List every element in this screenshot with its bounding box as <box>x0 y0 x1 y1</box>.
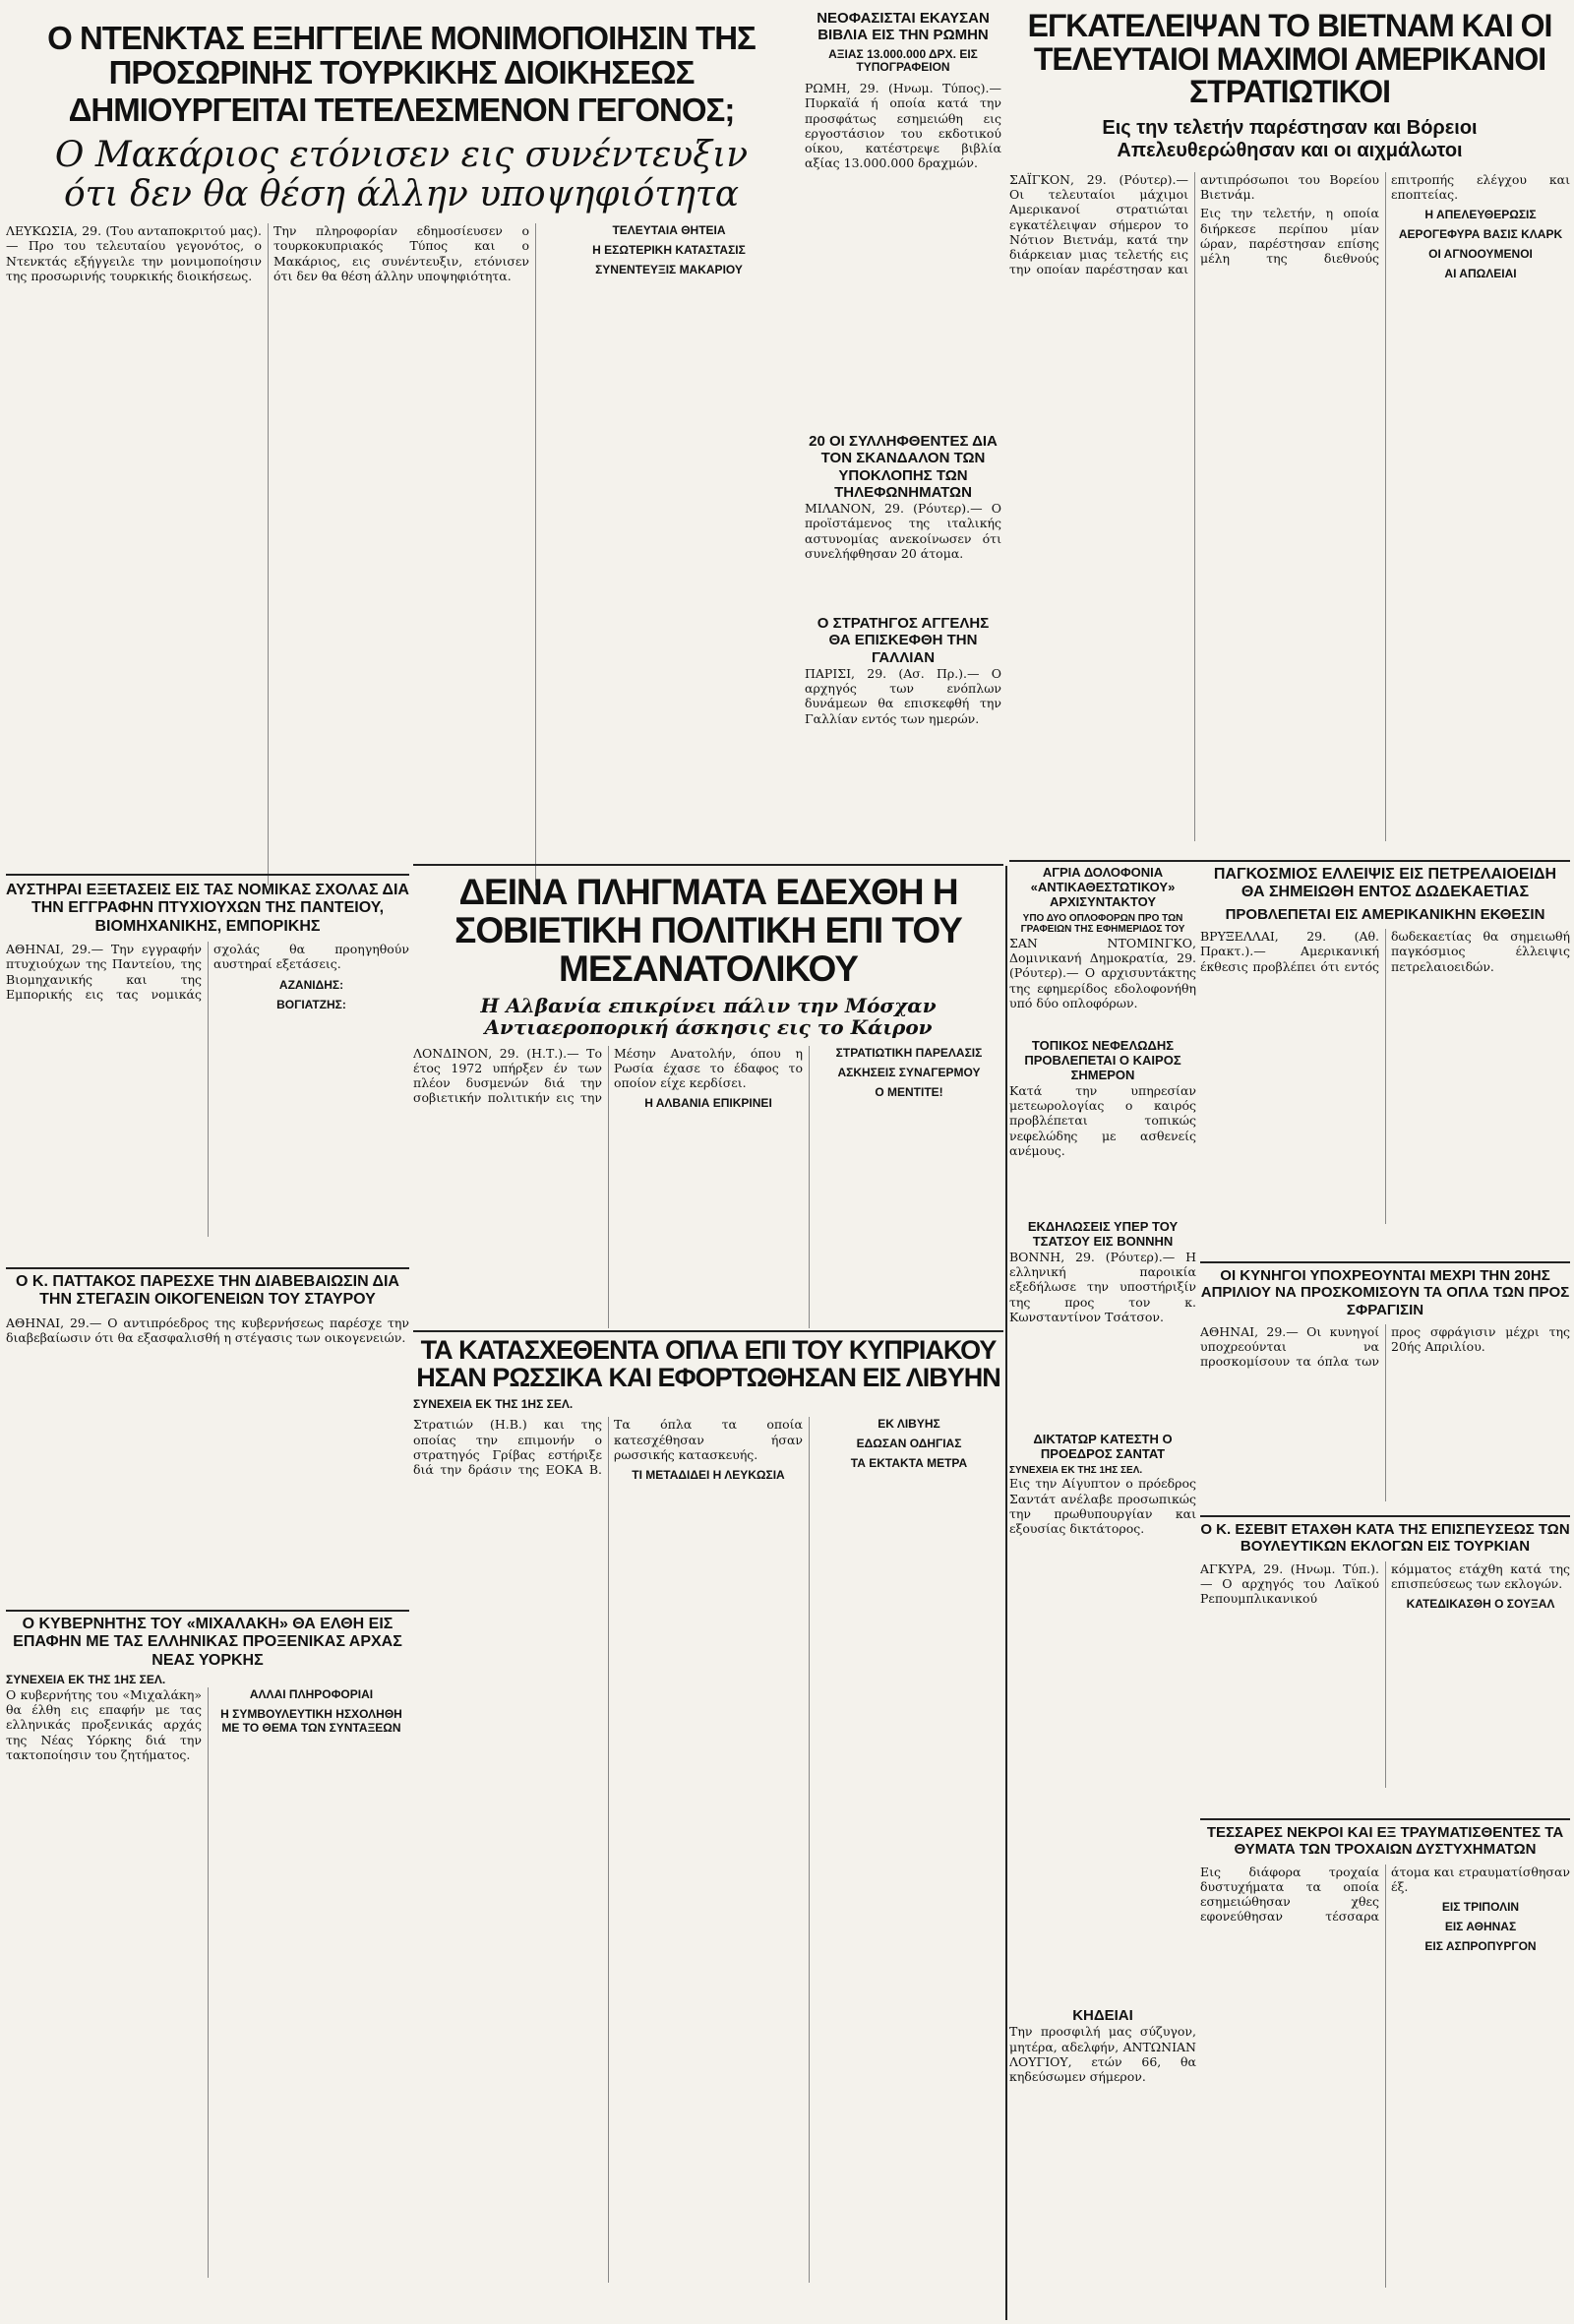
mideast-columns <box>413 1046 1003 1328</box>
body-murder: ΣΑΝ ΝΤΟΜΙΝΓΚΟ, Δομινικανή Δημοκρατία, 29. (Ρόυτερ).— Ο αρχισυντάκτης της εφημερίδος εδολοφονήθη υπό δύο οπλοφόρων. <box>1009 935 1196 1010</box>
section-souxal: ΚΑΤΕΔΙΚΑΣΘΗ Ο ΣΟΥΞΑΛ <box>1406 1597 1555 1611</box>
sub-books: ΑΞΙΑΣ 13.000.000 ΔΡΧ. ΕΙΣ ΤΥΠΟΓΡΑΦΕΙΟΝ <box>828 46 978 75</box>
sub-murder: ΥΠΟ ΔΥΟ ΟΠΛΟΦΟΡΩΝ ΠΡΟ ΤΩΝ ΓΡΑΦΕΙΩΝ ΤΗΣ ΕΦΗΜΕΡΙΔΟΣ ΤΟΥ <box>1020 912 1185 936</box>
article-army <box>805 615 1001 861</box>
law-columns <box>6 942 409 1237</box>
section-synenteyxis: ΣΥΝΕΝΤΕΥΞΙΣ ΜΑΚΑΡΙΟΥ <box>595 263 743 277</box>
title-oil: ΠΑΓΚΟΣΜΙΟΣ ΕΛΛΕΙΨΙΣ ΕΙΣ ΠΕΤΡΕΛΑΙΟΕΙΔΗ ΘΑ ΣΗΜΕΙΩΘΗ ΕΝΤΟΣ ΔΩΔΕΚΑΕΤΙΑΣ <box>1213 866 1557 901</box>
hunters-columns <box>1200 1324 1570 1501</box>
article-funeral <box>1009 2007 1196 2320</box>
body-funeral: Την προσφιλή μας σύζυγον, μητέρα, αδελφήν, ΑΝΤΩΝΙΑΝ ΛΟΥΓΙΟΥ, ετών 66, θα κηδεύσωμεν σήμερον. <box>1009 2024 1196 2084</box>
article-governor <box>6 1616 409 2320</box>
divider <box>413 864 1003 866</box>
title-arrests: 20 ΟΙ ΣΥΛΛΗΦΘΕΝΤΕΣ ΔΙΑ ΤΟΝ ΣΚΑΝΔΑΛΟΝ ΤΩΝ ΥΠΟΚΛΟΠΗΣ ΤΩΝ ΤΗΛΕΦΩΝΗΜΑΤΩΝ <box>809 433 998 501</box>
body-weather: Κατά την υπηρεσίαν μετεωρολογίας ο καιρός προβλέπεται τοπικώς νεφελώδης με ασθενείς ανέμους. <box>1009 1082 1196 1158</box>
divider <box>6 1267 409 1269</box>
section-apoleiai: ΑΙ ΑΠΩΛΕΙΑΙ <box>1444 267 1517 281</box>
title-pattakos: Ο Κ. ΠΑΤΤΑΚΟΣ ΠΑΡΕΣΧΕ ΤΗΝ ΔΙΑΒΕΒΑΙΩΣΙΝ ΔΙΑ ΤΗΝ ΣΤΕΓΑΣΙΝ ΟΙΚΟΓΕΝΕΙΩΝ ΤΟΥ ΣΤΑΥΡΟΥ <box>16 1273 399 1309</box>
accidents-columns <box>1200 1865 1570 2288</box>
article-accidents <box>1200 1824 1570 2320</box>
section-alvania: Η ΑΛΒΑΝΙΑ ΕΠΙΚΡΙΝΕΙ <box>644 1096 772 1111</box>
section-esoteriki: Η ΕΣΩΤΕΡΙΚΗ ΚΑΤΑΣΤΑΣΙΣ <box>592 243 746 258</box>
sub-oil: ΠΡΟΒΛΕΠΕΤΑΙ ΕΙΣ ΑΜΕΡΙΚΑΝΙΚΗΝ ΕΚΘΕΣΙΝ <box>1225 905 1545 923</box>
body-bonn: ΒΟΝΝΗ, 29. (Ρόυτερ).— Η ελληνική παροικία εξεδήλωσε την υποστήριξίν της προς τον κ. Κωνσταντίνον Τσάτσον. <box>1009 1249 1196 1324</box>
section-symvouleftiki: Η ΣΥΜΒΟΥΛΕΥΤΙΚΗ ΗΣΧΟΛΗΘΗ ΜΕ ΤΟ ΘΕΜΑ ΤΩΝ ΣΥΝΤΑΞΕΩΝ <box>220 1706 402 1735</box>
cont-governor: ΣΥΝΕΧΕΙΑ ΕΚ ΤΗΣ 1ΗΣ ΣΕΛ. <box>6 1673 166 1687</box>
article-turkey <box>1200 1521 1570 1816</box>
article-sadat <box>1009 1433 1196 1816</box>
section-libyis: ΕΚ ΛΙΒΥΗΣ <box>878 1417 940 1432</box>
body-arrests: ΜΙΛΑΝΟΝ, 29. (Ρόυτερ).— Ο προϊστάμενος της ιταλικής αστυνομίας ανεκοίνωσεν ότι συνελήφθησαν 20 άτομα. <box>805 501 1001 561</box>
body-sadat: Εις την Αίγυπτον ο πρόεδρος Σαντάτ ανέλαβε προσωπικώς την πρωθυπουργίαν και εξουσίας δικτάτορος. <box>1009 1476 1196 1537</box>
article-arrests <box>805 433 1001 610</box>
section-odigias: ΕΔΩΣΑΝ ΟΔΗΓΙΑΣ <box>856 1437 962 1451</box>
subhead-mideast: Η Αλβανία επικρίνει πάλιν την Μόσχαν Αντιαεροπορική άσκησις εις το Κάιρον <box>480 993 937 1039</box>
article-hunters <box>1200 1267 1570 1513</box>
article-oil <box>1200 866 1570 1259</box>
section-lefkosia: ΤΙ ΜΕΤΑΔΙΔΕΙ Η ΛΕΥΚΩΣΙΑ <box>632 1468 785 1483</box>
body-oil: ΒΡΥΞΕΛΛΑΙ, 29. (Αθ. Πρακτ.).— Αμερικανική έκθεσις προβλέπει ότι εντός δωδεκαετίας θα σημειωθή παγκόσμιος έλλειψις πετρελαιοειδών. <box>1200 929 1570 974</box>
title-turkey: Ο Κ. ΕΣΕΒΙΤ ΕΤΑΧΘΗ ΚΑΤΑ ΤΗΣ ΕΠΙΣΠΕΥΣΕΩΣ ΤΩΝ ΒΟΥΛΕΥΤΙΚΩΝ ΕΚΛΟΓΩΝ ΕΙΣ ΤΟΥΡΚΙΑΝ <box>1200 1521 1570 1556</box>
body-accidents: Εις διάφορα τροχαία δυστυχήματα τα οποία εσημειώθησαν χθες εφονεύθησαν τέσσαρα άτομα και ετραυματίσθησαν έξ. <box>1200 1864 1570 1925</box>
section-teleftaia: ΤΕΛΕΥΤΑΙΑ ΘΗΤΕΙΑ <box>612 223 726 238</box>
article-weapons <box>413 1336 1003 2320</box>
vietnam-columns <box>1009 172 1570 841</box>
headline-weapons: ΤΑ ΚΑΤΑΣΧΕΘΕΝΤΑ ΟΠΛΑ ΕΠΙ ΤΟΥ ΚΥΠΡΙΑΚΟΥ ΗΣΑΝ ΡΩΣΣΙΚΑ ΚΑΙ ΕΦΟΡΤΩΘΗΣΑΝ ΕΙΣ ΛΙΒΥΗΝ <box>416 1336 1000 1393</box>
section-azanidis: ΑΖΑΝΙΔΗΣ: <box>278 977 344 992</box>
section-parelasis: ΣΤΡΑΤΙΩΤΙΚΗ ΠΑΡΕΛΑΣΙΣ <box>835 1045 983 1060</box>
divider <box>1009 860 1570 862</box>
article-pattakos <box>6 1273 409 1608</box>
article-books <box>805 10 1001 423</box>
body-army: ΠΑΡΙΣΙ, 29. (Ασ. Πρ.).— Ο αρχηγός των ενόπλων δυνάμεων θα επισκεφθή την Γαλλίαν εντός των ημερών. <box>805 665 1001 726</box>
oil-columns <box>1200 929 1570 1224</box>
section-askiseis: ΑΣΚΗΣΕΙΣ ΣΥΝΑΓΕΡΜΟΥ <box>837 1065 981 1079</box>
headline-denktas: Ο ΝΤΕΝΚΤΑΣ ΕΞΗΓΓΕΙΛΕ ΜΟΝΙΜΟΠΟΙΗΣΙΝ ΤΗΣ ΠΡΟΣΩΡΙΝΗΣ ΤΟΥΡΚΙΚΗΣ ΔΙΟΙΚΗΣΕΩΣ <box>47 22 756 91</box>
title-weather: ΤΟΠΙΚΟΣ ΝΕΦΕΛΩΔΗΣ ΠΡΟΒΛΕΠΕΤΑΙ Ο ΚΑΙΡΟΣ ΣΗΜΕΡΟΝ <box>1024 1039 1181 1082</box>
divider <box>413 1330 1003 1332</box>
divider <box>1200 1818 1570 1820</box>
section-tripoli: ΕΙΣ ΤΡΙΠΟΛΙΝ <box>1441 1900 1520 1914</box>
weapons-columns <box>413 1417 1003 2283</box>
denktas-columns <box>6 223 797 886</box>
subhead-makarios: Ο Μακάριος ετόνισεν εις συνέντευξιν ότι δεν θα θέση άλλην υποψηφιότητα <box>54 134 749 214</box>
section-bogiatzis: ΒΟΓΙΑΤΖΗΣ: <box>276 997 346 1011</box>
body-turkey: ΑΓΚΥΡΑ, 29. (Ηνωμ. Τύπ.).— Ο αρχηγός του Λαϊκού Ρεπουμπλικανικού κόμματος ετάχθη κατά της επισπεύσεως των εκλογών. <box>1200 1560 1570 1606</box>
vietnam-body-2: Εις την τελετήν, η οποία διήρκεσε περίπου μίαν ώραν, παρέστησαν επίσης μέλη της διεθνούς επιτροπής ελέγχου και εποπτείας. <box>1200 171 1570 267</box>
section-aerogefyra: ΑΕΡΟΓΕΦΥΡΑ ΒΑΣΙΣ ΚΛΑΡΚ <box>1398 227 1563 242</box>
title-army: Ο ΣΤΡΑΤΗΓΟΣ ΑΓΓΕΛΗΣ ΘΑ ΕΠΙΣΚΕΦΘΗ ΤΗΝ ΓΑΛΛΙΑΝ <box>817 615 990 666</box>
headline-denktas-2: ΔΗΜΙΟΥΡΓΕΙΤΑΙ ΤΕΤΕΛΕΣΜΕΝΟΝ ΓΕΓΟΝΟΣ; <box>68 92 735 129</box>
article-law <box>6 882 409 1265</box>
cont-weapons: ΣΥΝΕΧΕΙΑ ΕΚ ΤΗΣ 1ΗΣ ΣΕΛ. <box>413 1396 574 1411</box>
divider <box>1005 866 1007 2320</box>
section-mentite: Ο ΜΕΝΤΙΤΕ! <box>875 1084 943 1099</box>
article-bonn <box>1009 1220 1196 1417</box>
divider <box>1200 1515 1570 1517</box>
denktas-body-1: ΛΕΥΚΩΣΙΑ, 29. (Του ανταποκριτού μας).— Προ του τελευταίου γεγονότος, ο Ντενκτάς εξήγγειλε την μονιμοποίησιν της προσωρινής τουρκικής διοικήσεως. <box>6 223 262 283</box>
turkey-columns <box>1200 1561 1570 1788</box>
title-murder: ΑΓΡΙΑ ΔΟΛΟΦΟΝΙΑ «ΑΝΤΙΚΑΘΕΣΤΩΤΙΚΟΥ» ΑΡΧΙΣΥΝΤΑΚΤΟΥ <box>1030 866 1176 909</box>
title-accidents: ΤΕΣΣΑΡΕΣ ΝΕΚΡΟΙ ΚΑΙ ΕΞ ΤΡΑΥΜΑΤΙΣΘΕΝΤΕΣ ΤΑ ΘΥΜΑΤΑ ΤΩΝ ΤΡΟΧΑΙΩΝ ΔΥΣΤΥΧΗΜΑΤΩΝ <box>1206 1824 1564 1859</box>
headline-vietnam: ΕΓΚΑΤΕΛΕΙΨΑΝ ΤΟ ΒΙΕΤΝΑΜ ΚΑΙ ΟΙ ΤΕΛΕΥΤΑΙΟΙ ΜΑΧΙΜΟΙ ΑΜΕΡΙΚΑΝΟΙ ΣΤΡΑΤΙΩΤΙΚΟΙ <box>1027 10 1552 110</box>
body-hunters: ΑΘΗΝΑΙ, 29.— Οι κυνηγοί υποχρεούνται να προσκομίσουν τα όπλα των προς σφράγισιν μέχρι της 20ής Απριλίου. <box>1200 1323 1570 1370</box>
body-mideast: ΛΟΝΔΙΝΟΝ, 29. (Η.Τ.).— Το έτος 1972 υπήρξεν έν των πλέον δυσμενών διά την σοβιετικήν πολιτικήν εις την Μέσην Ανατολήν, όπου η Ρωσία έχασε το έδαφος το οποίον είχε κερδίσει. <box>413 1045 803 1106</box>
section-athinas: ΕΙΣ ΑΘΗΝΑΣ <box>1444 1920 1517 1933</box>
section-aspropyrgos: ΕΙΣ ΑΣΠΡΟΠΥΡΓΟΝ <box>1424 1939 1537 1953</box>
section-agnooumenoi: ΟΙ ΑΓΝΟΟΥΜΕΝΟΙ <box>1428 247 1533 262</box>
section-metra: ΤΑ ΕΚΤΑΚΤΑ ΜΕΤΡΑ <box>850 1456 968 1471</box>
governor-columns <box>6 1687 409 2278</box>
title-governor: Ο ΚΥΒΕΡΝΗΤΗΣ ΤΟΥ «ΜΙΧΑΛΑΚΗ» ΘΑ ΕΛΘΗ ΕΙΣ ΕΠΑΦΗΝ ΜΕ ΤΑΣ ΕΛΛΗΝΙΚΑΣ ΠΡΟΞΕΝΙΚΑΣ ΑΡΧΑΣ ΝΕΑΣ ΥΟΡΚΗΣ <box>13 1616 402 1669</box>
article-denktas <box>6 22 797 886</box>
article-murder <box>1009 866 1196 1033</box>
divider <box>6 874 409 876</box>
divider <box>6 1610 409 1612</box>
title-hunters: ΟΙ ΚΥΝΗΓΟΙ ΥΠΟΧΡΕΟΥΝΤΑΙ ΜΕΧΡΙ ΤΗΝ 20ΗΣ ΑΠΡΙΛΙΟΥ ΝΑ ΠΡΟΣΚΟΜΙΣΟΥΝ ΤΑ ΟΠΛΑ ΤΩΝ ΠΡΟΣ ΣΦΡΑΓΙΣΙΝ <box>1200 1267 1570 1318</box>
title-bonn: ΕΚΔΗΛΩΣΕΙΣ ΥΠΕΡ ΤΟΥ ΤΣΑΤΣΟΥ ΕΙΣ ΒΟΝΝΗΝ <box>1027 1220 1179 1249</box>
denktas-body-2: Την πληροφορίαν εδημοσίευσεν ο τουρκοκυπριακός Τύπος και ο Μακάριος, εις συνέντευξιν, ετόνισεν ότι δεν θα θέση άλλην υποψηφιότητα. <box>273 223 529 283</box>
body-pattakos: ΑΘΗΝΑΙ, 29.— Ο αντιπρόεδρος της κυβερνήσεως παρέσχε την διαβεβαίωσιν ότι θα εξασφαλισθή η στέγασις των οικογενειών. <box>6 1315 409 1346</box>
body-governor: Ο κυβερνήτης του «Μιχαλάκη» θα έλθη εις επαφήν με τας ελληνικάς προξενικάς αρχάς της Νέας Υόρκης διά την τακτοποίησιν του ζητήματος. <box>6 1686 202 1762</box>
title-books: ΝΕΟΦΑΣΙΣΤΑΙ ΕΚΑΥΣΑΝ ΒΙΒΛΙΑ ΕΙΣ ΤΗΝ ΡΩΜΗΝ <box>817 10 990 44</box>
title-sadat: ΔΙΚΤΑΤΩΡ ΚΑΤΕΣΤΗ Ο ΠΡΟΕΔΡΟΣ ΣΑΝΤΑΤ <box>1033 1433 1173 1461</box>
section-alles-plirofories: ΑΛΛΑΙ ΠΛΗΡΟΦΟΡΙΑΙ <box>249 1686 374 1701</box>
body-weapons: Στρατιών (Η.Β.) και της οποίας την επιμονήν ο στρατηγός Γρίβας εστήριξε διά την δράσιν της ΕΟΚΑ Β. Τα όπλα τα οποία κατεσχέθησαν ήσαν ρωσσικής κατασκευής. <box>413 1417 803 1478</box>
cont-sadat: ΣΥΝΕΧΕΙΑ ΕΚ ΤΗΣ 1ΗΣ ΣΕΛ. <box>1009 1464 1143 1476</box>
article-mideast <box>413 874 1003 1328</box>
title-funeral: ΚΗΔΕΙΑΙ <box>1072 2007 1133 2024</box>
subhead-vietnam: Εις την τελετήν παρέστησαν και Βόρειοι Απελευθερώθησαν και οι αιχμάλωτοι <box>1102 116 1478 161</box>
headline-mideast: ΔΕΙΝΑ ΠΛΗΓΜΑΤΑ ΕΔΕΧΘΗ Η ΣΟΒΙΕΤΙΚΗ ΠΟΛΙΤΙΚΗ ΕΠΙ ΤΟΥ ΜΕΣΑΝΑΤΟΛΙΚΟΥ <box>454 874 962 989</box>
body-books: ΡΩΜΗ, 29. (Ηνωμ. Τύπος).— Πυρκαϊά ή οποία κατά την προσφάτως εσημειώθη εις εργοστάσιον του εκδοτικού οίκου, κατέστρεψε βιβλία αξίας 13.000.000 δραχμών. <box>805 81 1001 171</box>
section-apeleftherosis: Η ΑΠΕΛΕΥΘΕΡΩΣΙΣ <box>1424 208 1537 222</box>
article-weather <box>1009 1039 1196 1214</box>
article-vietnam <box>1009 10 1570 866</box>
divider <box>1200 1261 1570 1263</box>
body-law: ΑΘΗΝΑΙ, 29.— Την εγγραφήν πτυχιούχων της Παντείου, της Βιομηχανικής και της Εμπορικής εις τας νομικάς σχολάς θα προηγηθούν αυστηραί εξετάσεις. <box>6 942 409 1002</box>
vietnam-body-1: ΣΑΪΓΚΟΝ, 29. (Ρόυτερ).— Οι τελευταίοι μάχιμοι Αμερικανοί στρατιώται εγκατέλειψαν σήμερον το Νότιον Βιετνάμ, κατά την διάρκειαν μιας τελετής εις την οποίαν παρέστησαν και αντιπρόσωποι του Βορείου Βιετνάμ. <box>1009 171 1379 277</box>
title-law: ΑΥΣΤΗΡΑΙ ΕΞΕΤΑΣΕΙΣ ΕΙΣ ΤΑΣ ΝΟΜΙΚΑΣ ΣΧΟΛΑΣ ΔΙΑ ΤΗΝ ΕΓΓΡΑΦΗΝ ΠΤΥΧΙΟΥΧΩΝ ΤΗΣ ΠΑΝΤΕΙΟΥ, ΒΙΟΜΗΧΑΝΙΚΗΣ, ΕΜΠΟΡΙΚΗΣ <box>6 882 409 935</box>
